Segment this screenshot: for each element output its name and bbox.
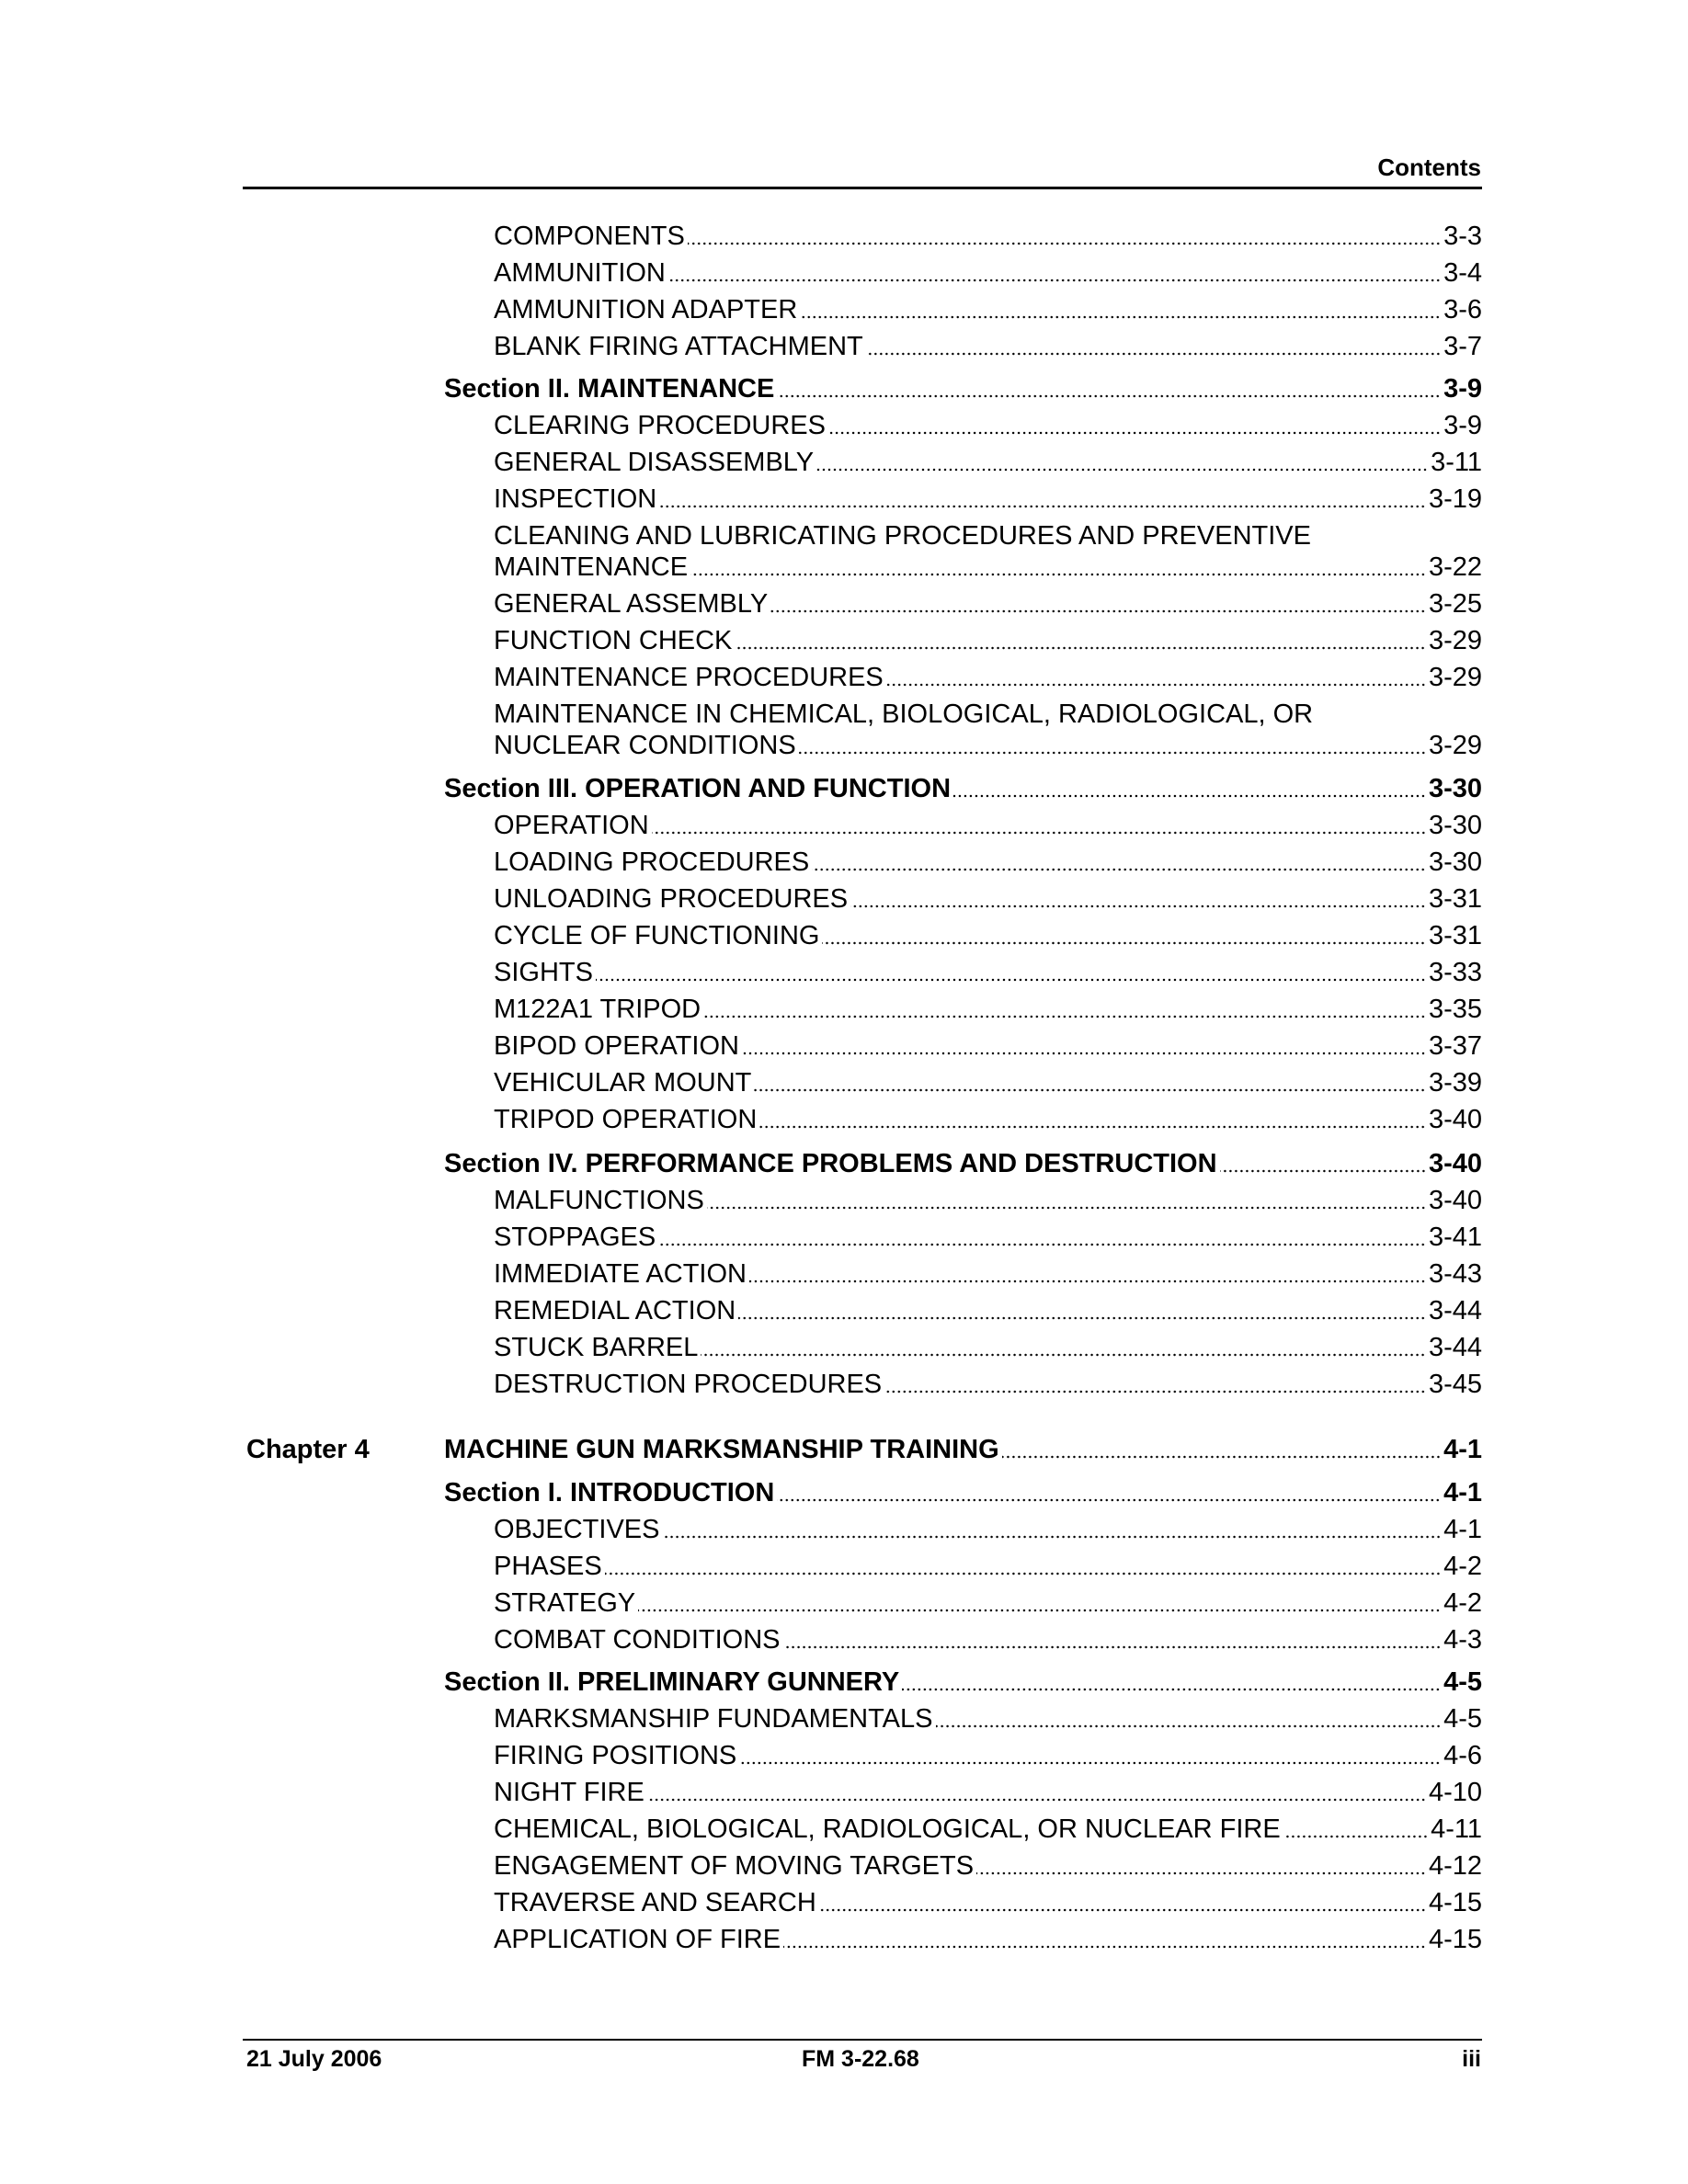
toc-entry-label: CYCLE OF FUNCTIONING bbox=[494, 921, 820, 950]
toc-entry[interactable] bbox=[494, 1887, 1482, 1918]
dot-leader bbox=[658, 1243, 1426, 1246]
dot-leader bbox=[976, 1871, 1426, 1875]
toc-entry-label: DESTRUCTION PROCEDURES bbox=[494, 1370, 883, 1399]
toc-entry[interactable] bbox=[494, 1924, 1482, 1955]
dot-leader bbox=[812, 868, 1426, 871]
dot-leader bbox=[742, 1052, 1426, 1055]
toc-entry-page: 4-12 bbox=[1428, 1851, 1482, 1881]
toc-entry[interactable] bbox=[494, 730, 1482, 761]
toc-entry[interactable] bbox=[494, 883, 1482, 915]
toc-entry-page: 3-9 bbox=[1443, 411, 1482, 440]
toc-entry-label: AMMUNITION ADAPTER bbox=[494, 295, 798, 324]
dot-leader bbox=[800, 315, 1441, 319]
dot-leader bbox=[1283, 1835, 1428, 1838]
toc-entry-page: 3-7 bbox=[1443, 332, 1482, 361]
toc-entry[interactable] bbox=[494, 1030, 1482, 1062]
toc-entry[interactable] bbox=[494, 552, 1482, 583]
toc-entry[interactable] bbox=[494, 994, 1482, 1025]
toc-entry-label: OBJECTIVES bbox=[494, 1515, 660, 1544]
toc-section-page: 4-1 bbox=[1443, 1478, 1482, 1507]
dot-leader bbox=[647, 1798, 1426, 1802]
toc-entry[interactable] bbox=[494, 410, 1482, 441]
chapter-title: MACHINE GUN MARKSMANSHIP TRAINING bbox=[444, 1435, 999, 1464]
toc-entry-label: COMBAT CONDITIONS bbox=[494, 1625, 781, 1655]
toc-entry-label: TRAVERSE AND SEARCH bbox=[494, 1888, 816, 1917]
toc-entry-label: OPERATION bbox=[494, 811, 649, 840]
toc-entry-label: GENERAL ASSEMBLY bbox=[494, 589, 769, 619]
toc-section-label: Section I. INTRODUCTION bbox=[444, 1478, 775, 1507]
dot-leader bbox=[738, 1316, 1426, 1320]
toc-section-label: Section III. OPERATION AND FUNCTION bbox=[444, 774, 952, 803]
toc-entry-page: 3-37 bbox=[1428, 1031, 1482, 1061]
toc-section-page: 3-9 bbox=[1443, 374, 1482, 404]
dot-leader bbox=[953, 794, 1426, 798]
footer-manual-number: FM 3-22.68 bbox=[802, 2046, 919, 2072]
toc-entry-page: 3-4 bbox=[1443, 258, 1482, 288]
toc-entry-label: COMPONENTS bbox=[494, 222, 685, 251]
toc-section-label: Section IV. PERFORMANCE PROBLEMS AND DESTRUCTION bbox=[444, 1149, 1217, 1178]
toc-entry[interactable] bbox=[494, 625, 1482, 656]
toc-section-heading[interactable] bbox=[444, 373, 1482, 404]
toc-entry[interactable] bbox=[494, 1369, 1482, 1400]
toc-entry[interactable] bbox=[494, 1587, 1482, 1619]
dot-leader bbox=[816, 468, 1428, 472]
dot-leader bbox=[688, 242, 1441, 245]
toc-entry-label: STOPPAGES bbox=[494, 1223, 656, 1252]
toc-entry-label: IMMEDIATE ACTION bbox=[494, 1259, 747, 1289]
dot-leader bbox=[659, 505, 1426, 508]
toc-entry[interactable] bbox=[494, 331, 1482, 362]
chapter-number: Chapter 4 bbox=[246, 1435, 370, 1464]
toc-entry-label: AMMUNITION bbox=[494, 258, 666, 288]
toc-entry-label: ENGAGEMENT OF MOVING TARGETS bbox=[494, 1851, 975, 1881]
toc-entry[interactable] bbox=[494, 1185, 1482, 1216]
toc-entry-page: 4-2 bbox=[1443, 1552, 1482, 1581]
toc-entry-page: 3-45 bbox=[1428, 1370, 1482, 1399]
toc-entry-page: 3-33 bbox=[1428, 958, 1482, 987]
dot-leader bbox=[1002, 1455, 1441, 1459]
toc-entry[interactable] bbox=[494, 257, 1482, 289]
dot-leader bbox=[749, 1280, 1426, 1283]
toc-section-page: 4-5 bbox=[1443, 1667, 1482, 1697]
toc-entry[interactable] bbox=[494, 1104, 1482, 1135]
toc-entry-page: 3-29 bbox=[1428, 731, 1482, 760]
dot-leader bbox=[596, 978, 1426, 982]
toc-entry-page: 4-11 bbox=[1431, 1814, 1482, 1844]
toc-entry-page: 3-44 bbox=[1428, 1296, 1482, 1325]
dot-leader bbox=[866, 352, 1441, 356]
dot-leader bbox=[886, 683, 1426, 687]
toc-entry-label: TRIPOD OPERATION bbox=[494, 1105, 758, 1134]
toc-entry-page: 3-31 bbox=[1428, 921, 1482, 950]
dot-leader bbox=[936, 1724, 1442, 1728]
toc-entry-label: M122A1 TRIPOD bbox=[494, 995, 701, 1024]
toc-section-heading[interactable] bbox=[444, 1477, 1482, 1508]
toc-entry-label: BIPOD OPERATION bbox=[494, 1031, 739, 1061]
toc-entry-page: 3-29 bbox=[1428, 663, 1482, 692]
toc-entry-page: 4-10 bbox=[1428, 1778, 1482, 1807]
dot-leader bbox=[638, 1609, 1441, 1612]
dot-leader bbox=[819, 1908, 1426, 1912]
dot-leader bbox=[783, 1645, 1442, 1649]
toc-entry-page: 3-25 bbox=[1428, 589, 1482, 619]
toc-entry-page: 3-11 bbox=[1431, 448, 1482, 477]
toc-entry-page: 3-44 bbox=[1428, 1333, 1482, 1362]
toc-entry[interactable] bbox=[494, 1295, 1482, 1326]
dot-leader bbox=[739, 1761, 1441, 1765]
toc-section-label: Section II. PRELIMINARY GUNNERY bbox=[444, 1667, 900, 1697]
running-header-title: Contents bbox=[1377, 154, 1481, 181]
toc-section-heading[interactable] bbox=[444, 1148, 1482, 1179]
toc-entry[interactable] bbox=[494, 920, 1482, 951]
toc-entry-label: LOADING PROCEDURES bbox=[494, 847, 810, 877]
toc-entry-page: 3-43 bbox=[1428, 1259, 1482, 1289]
dot-leader bbox=[777, 394, 1441, 398]
toc-entry-label: CLEARING PROCEDURES bbox=[494, 411, 826, 440]
dot-leader bbox=[850, 904, 1426, 908]
toc-entry[interactable] bbox=[494, 1814, 1482, 1845]
dot-leader bbox=[770, 609, 1426, 613]
toc-entry[interactable] bbox=[494, 1067, 1482, 1098]
toc-entry-label: NUCLEAR CONDITIONS bbox=[494, 731, 796, 760]
footer-date: 21 July 2006 bbox=[246, 2046, 382, 2072]
toc-section-page: 3-30 bbox=[1428, 774, 1482, 803]
footer-rule bbox=[243, 2039, 1482, 2041]
toc-entry-page: 3-30 bbox=[1428, 811, 1482, 840]
toc-entry-page: 3-40 bbox=[1428, 1105, 1482, 1134]
toc-entry-page: 4-2 bbox=[1443, 1588, 1482, 1618]
toc-entry-page: 4-5 bbox=[1443, 1704, 1482, 1734]
toc-entry-label: PHASES bbox=[494, 1552, 602, 1581]
toc-entry-label: SIGHTS bbox=[494, 958, 593, 987]
toc-entry-page: 4-1 bbox=[1443, 1515, 1482, 1544]
dot-leader bbox=[703, 1015, 1426, 1018]
dot-leader bbox=[799, 751, 1426, 755]
toc-entry-page: 3-22 bbox=[1428, 552, 1482, 582]
toc-section-heading[interactable] bbox=[444, 1666, 1482, 1698]
toc-section-page: 3-40 bbox=[1428, 1149, 1482, 1178]
toc-entry-label-line1: CLEANING AND LUBRICATING PROCEDURES AND PREVENTIVE bbox=[494, 521, 1311, 551]
toc-entry-page: 3-39 bbox=[1428, 1068, 1482, 1098]
toc-entry-page: 3-30 bbox=[1428, 847, 1482, 877]
dot-leader bbox=[754, 1088, 1426, 1092]
toc-entry-page: 3-19 bbox=[1428, 484, 1482, 514]
toc-entry-label: UNLOADING PROCEDURES bbox=[494, 884, 849, 914]
toc-entry-page: 3-40 bbox=[1428, 1186, 1482, 1215]
toc-entry[interactable] bbox=[494, 810, 1482, 841]
toc-entry-label: MALFUNCTIONS bbox=[494, 1186, 704, 1215]
toc-entry-label: FIRING POSITIONS bbox=[494, 1741, 737, 1770]
toc-entry[interactable] bbox=[494, 957, 1482, 988]
toc-entry-label: INSPECTION bbox=[494, 484, 657, 514]
toc-section-label: Section II. MAINTENANCE bbox=[444, 374, 775, 404]
toc-entry-label: VEHICULAR MOUNT bbox=[494, 1068, 752, 1098]
toc-entry[interactable] bbox=[494, 588, 1482, 620]
dot-leader bbox=[902, 1688, 1441, 1691]
toc-entry[interactable] bbox=[494, 1258, 1482, 1290]
toc-entry-label: APPLICATION OF FIRE bbox=[494, 1925, 781, 1954]
footer-page-number: iii bbox=[1462, 2046, 1481, 2072]
toc-entry[interactable] bbox=[494, 662, 1482, 693]
toc-entry-page: 3-31 bbox=[1428, 884, 1482, 914]
dot-leader bbox=[884, 1390, 1426, 1393]
toc-entry-page: 4-15 bbox=[1428, 1888, 1482, 1917]
toc-chapter-heading[interactable] bbox=[246, 1434, 1482, 1465]
toc-entry-label: MARKSMANSHIP FUNDAMENTALS bbox=[494, 1704, 933, 1734]
chapter-page: 4-1 bbox=[1443, 1435, 1482, 1464]
toc-entry[interactable] bbox=[494, 1740, 1482, 1771]
dot-leader bbox=[707, 1206, 1426, 1210]
toc-entry-label: STRATEGY bbox=[494, 1588, 636, 1618]
toc-entry[interactable] bbox=[494, 1703, 1482, 1735]
dot-leader bbox=[828, 431, 1441, 435]
toc-entry[interactable] bbox=[494, 1850, 1482, 1882]
toc-entry-page: 4-6 bbox=[1443, 1741, 1482, 1770]
dot-leader bbox=[777, 1498, 1441, 1502]
dot-leader bbox=[759, 1125, 1426, 1129]
toc-entry-label: STUCK BARREL bbox=[494, 1333, 699, 1362]
toc-section-heading[interactable] bbox=[444, 773, 1482, 804]
header-rule bbox=[243, 187, 1482, 189]
toc-entry-label: MAINTENANCE bbox=[494, 552, 689, 582]
toc-entry-label: FUNCTION CHECK bbox=[494, 626, 733, 655]
toc-entry-page: 3-3 bbox=[1443, 222, 1482, 251]
toc-entry-label: MAINTENANCE PROCEDURES bbox=[494, 663, 884, 692]
toc-entry-page: 3-29 bbox=[1428, 626, 1482, 655]
toc-entry-label: CHEMICAL, BIOLOGICAL, RADIOLOGICAL, OR NUCLEAR FIRE bbox=[494, 1814, 1281, 1844]
toc-entry-label: GENERAL DISASSEMBLY bbox=[494, 448, 815, 477]
toc-entry[interactable] bbox=[494, 483, 1482, 515]
dot-leader bbox=[735, 646, 1426, 650]
toc-entry-page: 4-15 bbox=[1428, 1925, 1482, 1954]
toc-entry[interactable] bbox=[494, 221, 1482, 252]
dot-leader bbox=[701, 1353, 1426, 1357]
toc-entry-page: 4-3 bbox=[1443, 1625, 1482, 1655]
toc-entry-label: REMEDIAL ACTION bbox=[494, 1296, 736, 1325]
toc-entry[interactable] bbox=[494, 1332, 1482, 1363]
dot-leader bbox=[783, 1945, 1426, 1949]
dot-leader bbox=[605, 1572, 1441, 1575]
toc-entry[interactable] bbox=[494, 447, 1482, 478]
dot-leader bbox=[663, 1535, 1442, 1539]
toc-entry[interactable] bbox=[494, 294, 1482, 325]
dot-leader bbox=[668, 279, 1441, 282]
toc-entry[interactable] bbox=[494, 1777, 1482, 1808]
dot-leader bbox=[1220, 1169, 1426, 1173]
toc-entry-page: 3-41 bbox=[1428, 1223, 1482, 1252]
toc-entry-label: BLANK FIRING ATTACHMENT bbox=[494, 332, 863, 361]
toc-entry-page: 3-6 bbox=[1443, 295, 1482, 324]
toc-entry[interactable] bbox=[494, 1514, 1482, 1545]
toc-entry[interactable] bbox=[494, 1222, 1482, 1253]
toc-entry-label: NIGHT FIRE bbox=[494, 1778, 644, 1807]
toc-entry-label-line1: MAINTENANCE IN CHEMICAL, BIOLOGICAL, RADIOLOGICAL, OR bbox=[494, 700, 1314, 729]
toc-entry-page: 3-35 bbox=[1428, 995, 1482, 1024]
toc-entry[interactable] bbox=[494, 847, 1482, 878]
toc-entry[interactable] bbox=[494, 1551, 1482, 1582]
dot-leader bbox=[690, 573, 1426, 576]
dot-leader bbox=[652, 831, 1426, 835]
toc-entry[interactable] bbox=[494, 1624, 1482, 1655]
dot-leader bbox=[822, 941, 1425, 945]
